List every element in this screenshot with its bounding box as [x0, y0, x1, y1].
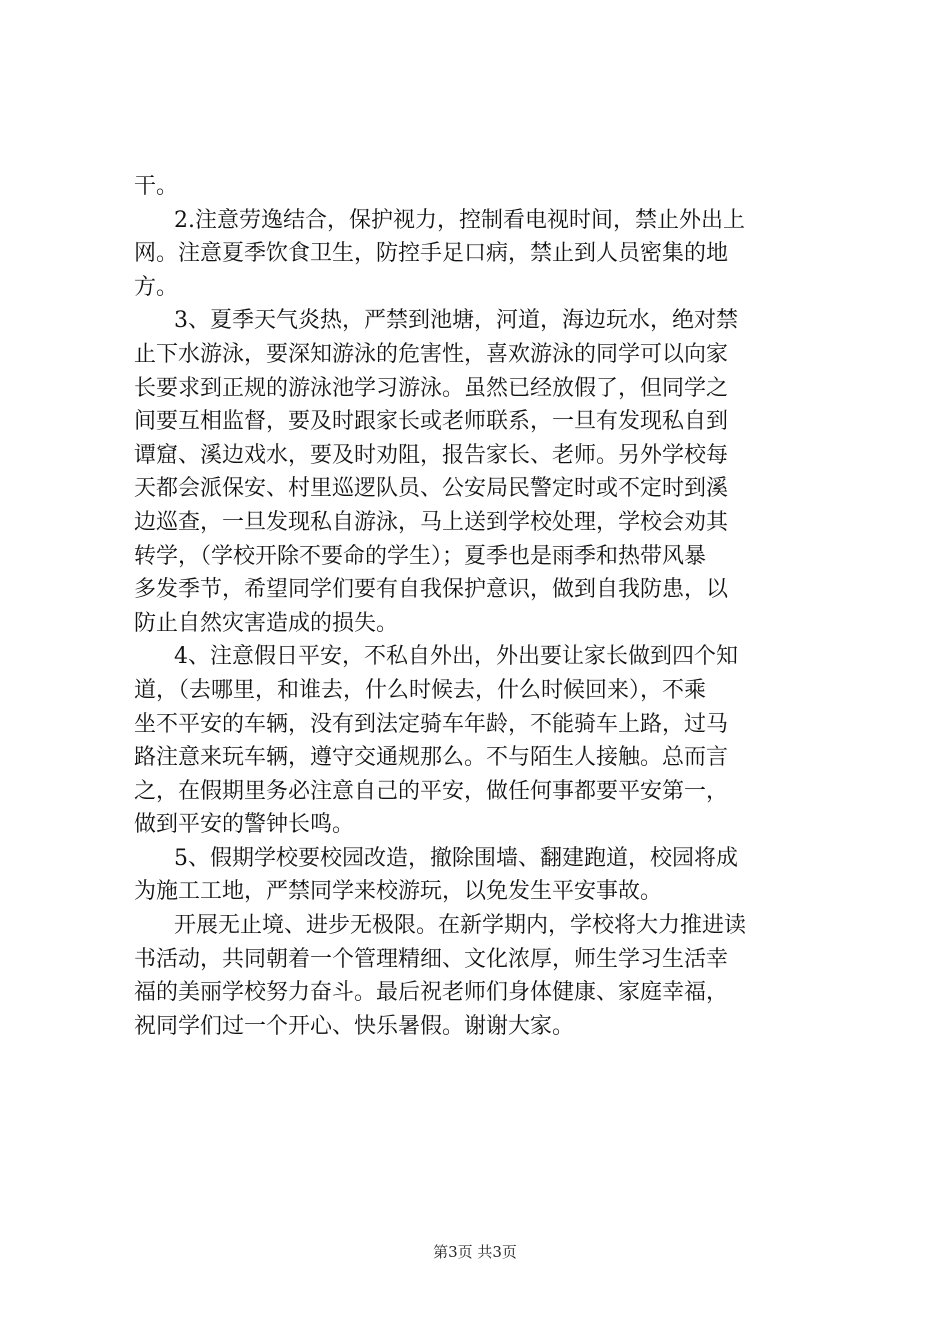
text-line: 路注意来玩车辆，遵守交通规那么。不与陌生人接触。总而言 [134, 745, 729, 771]
text-line: 谭窟、溪边戏水，要及时劝阻，报告家长、老师。另外学校每 [134, 442, 729, 468]
paragraph-item-2 [134, 204, 834, 305]
text-line: 祝同学们过一个开心、快乐暑假。谢谢大家。 [134, 1013, 575, 1039]
text-line: 书活动，共同朝着一个管理精细、文化浓厚，师生学习生活幸 [134, 946, 729, 972]
document-body [134, 170, 834, 1043]
text-line: 干。 [134, 174, 179, 199]
text-line: 开展无止境、进步无极限。在新学期内，学校将大力推进读 [174, 913, 747, 939]
text-line: 网。注意夏季饮食卫生，防控手足口病，禁止到人员密集的地 [134, 241, 729, 267]
text-line: 多发季节，希望同学们要有自我保护意识，做到自我防患，以 [134, 577, 729, 603]
text-line: 长要求到正规的游泳池学习游泳。虽然已经放假了，但同学之 [134, 375, 729, 401]
text-line: 5、假期学校要校园改造，撤除围墙、翻建跑道，校园将成 [174, 845, 738, 871]
text-line: 2.注意劳逸结合，保护视力，控制看电视时间，禁止外出上 [174, 207, 745, 233]
paragraph-continuation [134, 170, 834, 204]
text-line: 福的美丽学校努力奋斗。最后祝老师们身体健康、家庭幸福， [134, 980, 729, 1006]
page-footer [0, 1242, 950, 1262]
text-line: 止下水游泳，要深知游泳的危害性，喜欢游泳的同学可以向家 [134, 341, 729, 367]
text-line: 方。 [134, 274, 179, 300]
text-line: 4、注意假日平安，不私自外出，外出要让家长做到四个知 [174, 644, 738, 670]
page-number-label: 第3页 共3页 [433, 1243, 517, 1261]
text-line: 道，（去哪里，和谁去，什么时候去，什么时候回来），不乘 [134, 677, 707, 703]
text-line: 边巡查，一旦发现私自游泳，马上送到学校处理，学校会劝其 [134, 509, 729, 535]
text-line: 3、夏季天气炎热，严禁到池塘，河道，海边玩水，绝对禁 [174, 308, 738, 334]
paragraph-item-4 [134, 640, 834, 842]
text-line: 防止自然灾害造成的损失。 [134, 610, 399, 636]
paragraph-item-3 [134, 304, 834, 640]
text-line: 为施工工地，严禁同学来校游玩，以免发生平安事故。 [134, 879, 663, 905]
text-line: 坐不平安的车辆，没有到法定骑车年龄，不能骑车上路，过马 [134, 711, 729, 737]
text-line: 间要互相监督，要及时跟家长或老师联系，一旦有发现私自到 [134, 409, 729, 435]
text-line: 转学，（学校开除不要命的学生）；夏季也是雨季和热带风暴 [134, 543, 707, 569]
paragraph-item-5 [134, 842, 834, 909]
text-line: 之，在假期里务必注意自己的平安，做任何事都要平安第一， [134, 778, 729, 804]
text-line: 天都会派保安、村里巡逻队员、公安局民警定时或不定时到溪 [134, 476, 729, 502]
text-line: 做到平安的警钟长鸣。 [134, 812, 355, 838]
paragraph-closing [134, 909, 834, 1043]
